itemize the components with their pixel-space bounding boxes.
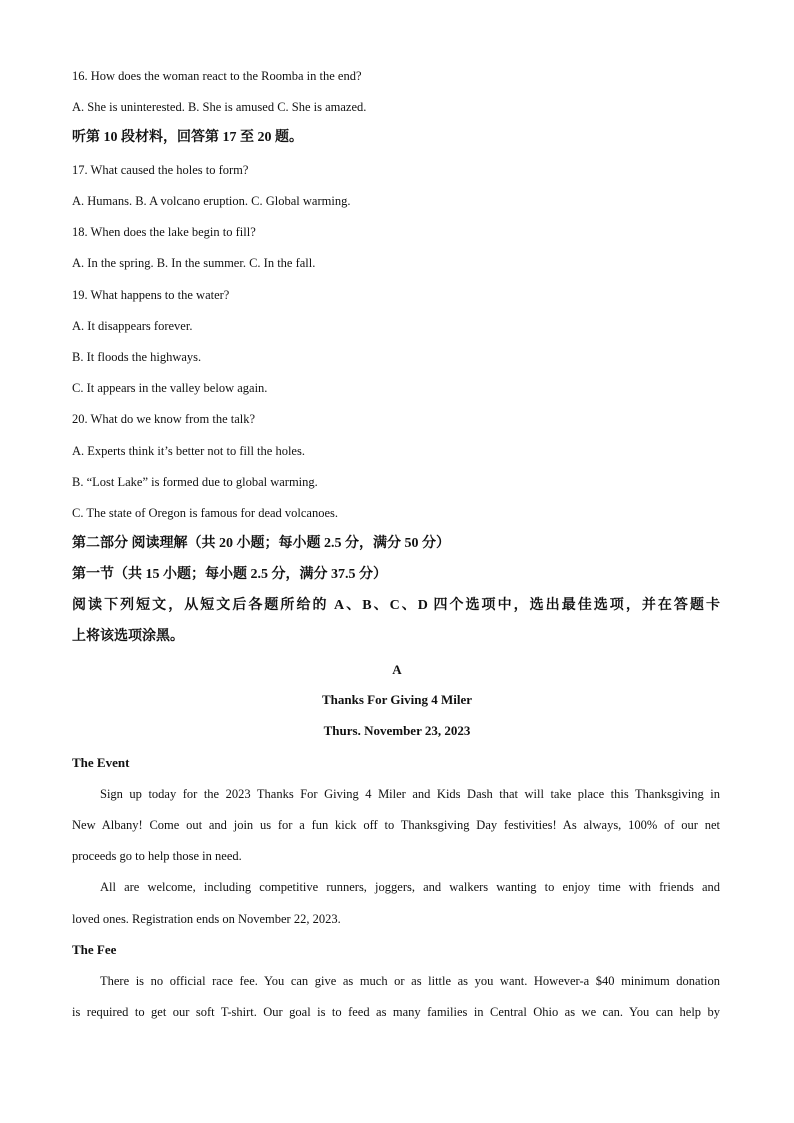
section-heading-10: 听第 10 段材料，回答第 17 至 20 题。 — [72, 130, 303, 145]
instructions-line-1: 阅读下列短文，从短文后各题所给的 A、B、C、D 四个选项中，选出最佳选项，并在答题卡 — [72, 598, 720, 613]
event-heading: The Event — [72, 755, 130, 770]
question-20-option-a: A. Experts think it’s better not to fill the holes. — [72, 444, 305, 458]
fee-heading: The Fee — [72, 942, 117, 957]
question-19-option-a: A. It disappears forever. — [72, 319, 193, 333]
passage-title: Thanks For Giving 4 Miler — [322, 692, 472, 707]
instructions-line-2: 上将该选项涂黑。 — [72, 629, 184, 644]
part-two-heading: 第二部分 阅读理解（共 20 小题；每小题 2.5 分，满分 50 分） — [72, 536, 450, 551]
section-one-heading: 第一节（共 15 小题；每小题 2.5 分，满分 37.5 分） — [72, 567, 387, 582]
question-20: 20. What do we know from the talk? — [72, 412, 256, 426]
question-18: 18. When does the lake begin to fill? — [72, 225, 256, 239]
fee-paragraph-line-1: There is no official race fee. You can give as much or as little as you want. However-a $40 minimum donation — [100, 974, 720, 988]
question-19-option-c: C. It appears in the valley below again. — [72, 381, 268, 395]
passage-date: Thurs. November 23, 2023 — [323, 723, 471, 738]
question-19-option-b: B. It floods the highways. — [72, 350, 202, 364]
question-16-options: A. She is uninterested. B. She is amused C. She is amazed. — [72, 100, 367, 114]
question-19: 19. What happens to the water? — [72, 288, 230, 302]
welcome-paragraph-line-1: All are welcome, including competitive runners, joggers, and walkers wanting to enjoy time with friends and — [100, 880, 720, 894]
question-17: 17. What caused the holes to form? — [72, 163, 249, 177]
question-20-option-b: B. “Lost Lake” is formed due to global warming. — [72, 475, 318, 489]
event-paragraph-line-3: proceeds go to help those in need. — [72, 849, 242, 863]
passage-letter: A — [392, 662, 402, 677]
question-16: 16. How does the woman react to the Roomba in the end? — [72, 69, 362, 83]
welcome-paragraph-line-2: loved ones. Registration ends on November 22, 2023. — [72, 912, 341, 926]
fee-paragraph-line-2: is required to get our soft T-shirt. Our goal is to feed as many families in Central Ohio as we can. You can help by — [72, 1005, 720, 1019]
event-paragraph-line-1: Sign up today for the 2023 Thanks For Giving 4 Miler and Kids Dash that will take place this Thanksgiving in — [100, 787, 720, 801]
question-18-options: A. In the spring. B. In the summer. C. In the fall. — [72, 256, 316, 270]
question-20-option-c: C. The state of Oregon is famous for dead volcanoes. — [72, 506, 339, 520]
question-17-options: A. Humans. B. A volcano eruption. C. Global warming. — [72, 194, 351, 208]
event-paragraph-line-2: New Albany! Come out and join us for a fun kick off to Thanksgiving Day festivities! As always, 100% of our net — [72, 818, 720, 832]
